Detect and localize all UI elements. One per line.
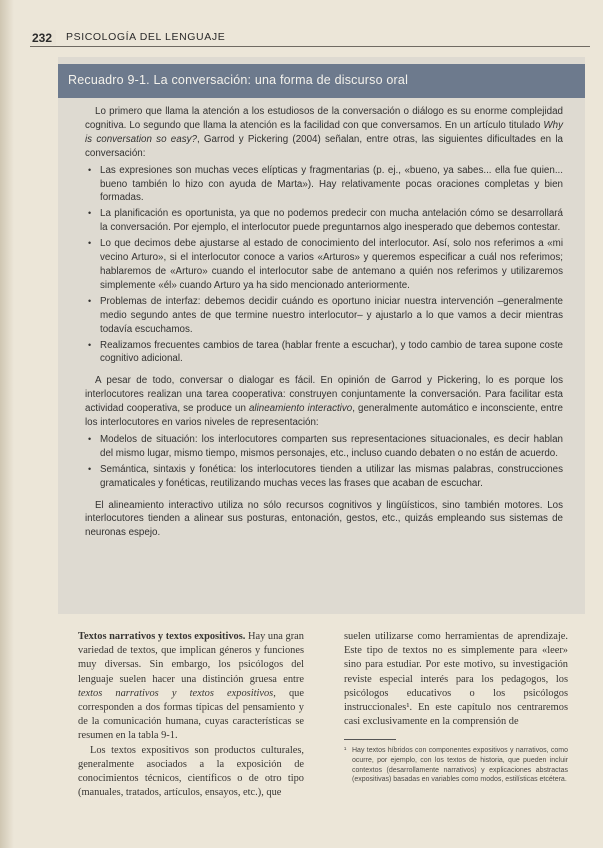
left-column — [78, 630, 304, 800]
box-intro-text-2: , Garrod y Pickering (2004) señalan, entre otras, las siguientes dificultades en la conversación: — [85, 133, 563, 159]
box-para2-text-1: A pesar de todo, conversar o dialogar es fácil. En opinión de Garrod y Pickering, lo es porque los interlocutores realizan una tarea cooperativa: construyen conjuntamente la conversación. Para facilitar esta actividad cooperativa, se produce un — [85, 375, 563, 415]
list-item — [85, 433, 563, 461]
list-item — [85, 295, 563, 337]
bullet-icon: • — [88, 295, 92, 306]
list-item — [85, 237, 563, 293]
box-body — [85, 105, 563, 540]
page-gutter-shadow — [0, 0, 14, 848]
right-paragraph-1: suelen utilizarse como herramientas de aprendizaje. Este tipo de textos no es simplemente para «leer» sino para estudiar. Por este motivo, su investigación reviste especial interés para los pedagogos, los psicólogos educativos o los psicólogos instruccionales¹. En este capítulo nos centraremos casi exclusivamente en la comprensión de — [344, 631, 568, 728]
bullet-icon: • — [88, 238, 92, 249]
list-item — [85, 207, 563, 235]
list-item-text: La planificación es oportunista, ya que no podemos predecir con mucha antelación cómo se desarrollará la conversación. Por ejemplo, el interlocutor puede preguntarnos algo inesperado que debemos contestar. — [100, 208, 563, 234]
header-rule — [30, 46, 590, 47]
bullet-icon: • — [88, 463, 92, 474]
footnote-text: Hay textos híbridos con componentes expositivos y narrativos, como ocurre, por ejemplo, con los textos de historia, que pueden incluir contextos (desarrollamente narrativos) y explicaciones abstractas (expositivas) basadas en variables como modos, estilísticas etcétera. — [352, 747, 568, 784]
list-item-text: Lo que decimos debe ajustarse al estado de conocimiento del interlocutor. Así, solo nos referimos a «mi vecino Arturo», si el interlocutor conoce a varios «Arturos» y queremos especificar a cuál nos referimos; hablaremos de «Arturo» cuando el interlocutor sabe de antemano a quién nos referimos y utilizaremos simplemente «él» cuando Arturo ya ha sido mencionado anteriormente. — [100, 238, 563, 291]
running-head: PSICOLOGÍA DEL LENGUAJE — [66, 31, 226, 43]
box-intro-text-1: Lo primero que llama la atención a los estudiosos de la conversación o diálogo es su enorme complejidad cognitiva. Lo segundo que llama la atención es la facilidad con que conversamos. En un artículo titulado — [85, 106, 563, 131]
list-item — [85, 463, 563, 491]
left-p1-emphasis: textos narrativos y textos expositivos — [78, 687, 274, 699]
box-title-bar — [58, 64, 585, 98]
right-column — [344, 630, 568, 785]
left-p1-text-a: Hay una gran variedad de textos, que implican géneros y funciones muy diversas. Sin embargo, los psicólogos del lenguaje suelen hacer una distinción gruesa entre — [78, 631, 304, 685]
levels-list — [85, 433, 563, 491]
footnote — [344, 746, 568, 784]
difficulties-list — [85, 164, 563, 367]
left-paragraph-1 — [78, 630, 304, 744]
box-para2-text-2: , generalmente automático e inconsciente, entre los interlocutores en varios niveles de representación: — [85, 403, 563, 429]
footnote-rule — [344, 739, 396, 740]
box-paragraph-2 — [85, 374, 563, 430]
bullet-icon: • — [88, 164, 92, 175]
footnote-mark: ¹ — [344, 747, 347, 755]
list-item-text: Realizamos frecuentes cambios de tarea (hablar frente a escuchar), y todo cambio de tarea supone coste cognitivo adicional. — [100, 339, 563, 365]
bullet-icon: • — [88, 208, 92, 219]
left-paragraph-2: Los textos expositivos son productos culturales, generalmente asociados a la exposición de conocimientos técnicos, científicos o de otro tipo (manuales, tratados, artículos, ensayos, etc.), que — [78, 744, 304, 799]
bullet-icon: • — [88, 433, 92, 444]
box-paragraph-3: El alineamiento interactivo utiliza no sólo recursos cognitivos y lingüísticos, sino también motores. Los interlocutores tienden a alinear sus posturas, entonación, gestos, etc., quizás empleando sus sistemas de neuronas espejo. — [85, 499, 563, 539]
list-item — [85, 164, 563, 206]
key-term: alineamiento interactivo — [248, 403, 353, 415]
list-item — [85, 339, 563, 367]
list-item-text: Las expresiones son muchas veces elípticas y fragmentarias (p. ej., «bueno, ya sabes... ella fue quien... bueno también lo hizo con ayuda de Marta»). Hay relativamente pocas oraciones completas y bien formadas. — [100, 164, 563, 204]
left-p1-text-b: , que corresponden a dos formas típicas del pensamiento y de la comunicación humana, cuyas características se resumen en la tabla 9-1. — [78, 687, 304, 742]
box-title: Recuadro 9-1. La conversación: una forma de discurso oral — [68, 73, 409, 87]
page-number: 232 — [30, 30, 56, 45]
list-item-text: Modelos de situación: los interlocutores comparten sus representaciones situacionales, es decir hablan del mismo lugar, mismo tiempo, mismos personajes, etc., incluso cuando debaten o no están de acuerdo. — [100, 433, 563, 459]
bullet-icon: • — [88, 339, 92, 350]
list-item-text: Semántica, sintaxis y fonética: los interlocutores tienden a utilizar las mismas palabras, construcciones gramaticales y fonéticas, reutilizando muchas veces las frases que acaban de escuchar. — [100, 463, 563, 489]
box-intro-paragraph — [85, 105, 563, 161]
page-header — [30, 30, 590, 46]
article-title: Why is conversation so easy? — [85, 119, 563, 145]
section-lead-heading: Textos narrativos y textos expositivos. — [78, 631, 246, 642]
sidebar-box — [58, 57, 585, 614]
list-item-text: Problemas de interfaz: debemos decidir cuándo es oportuno iniciar nuestra intervención –generalmente medio segundo antes de que termine nuestro interlocutor– y ajustarlo a lo que vamos a decir mientras todavía escuchamos. — [100, 295, 563, 335]
